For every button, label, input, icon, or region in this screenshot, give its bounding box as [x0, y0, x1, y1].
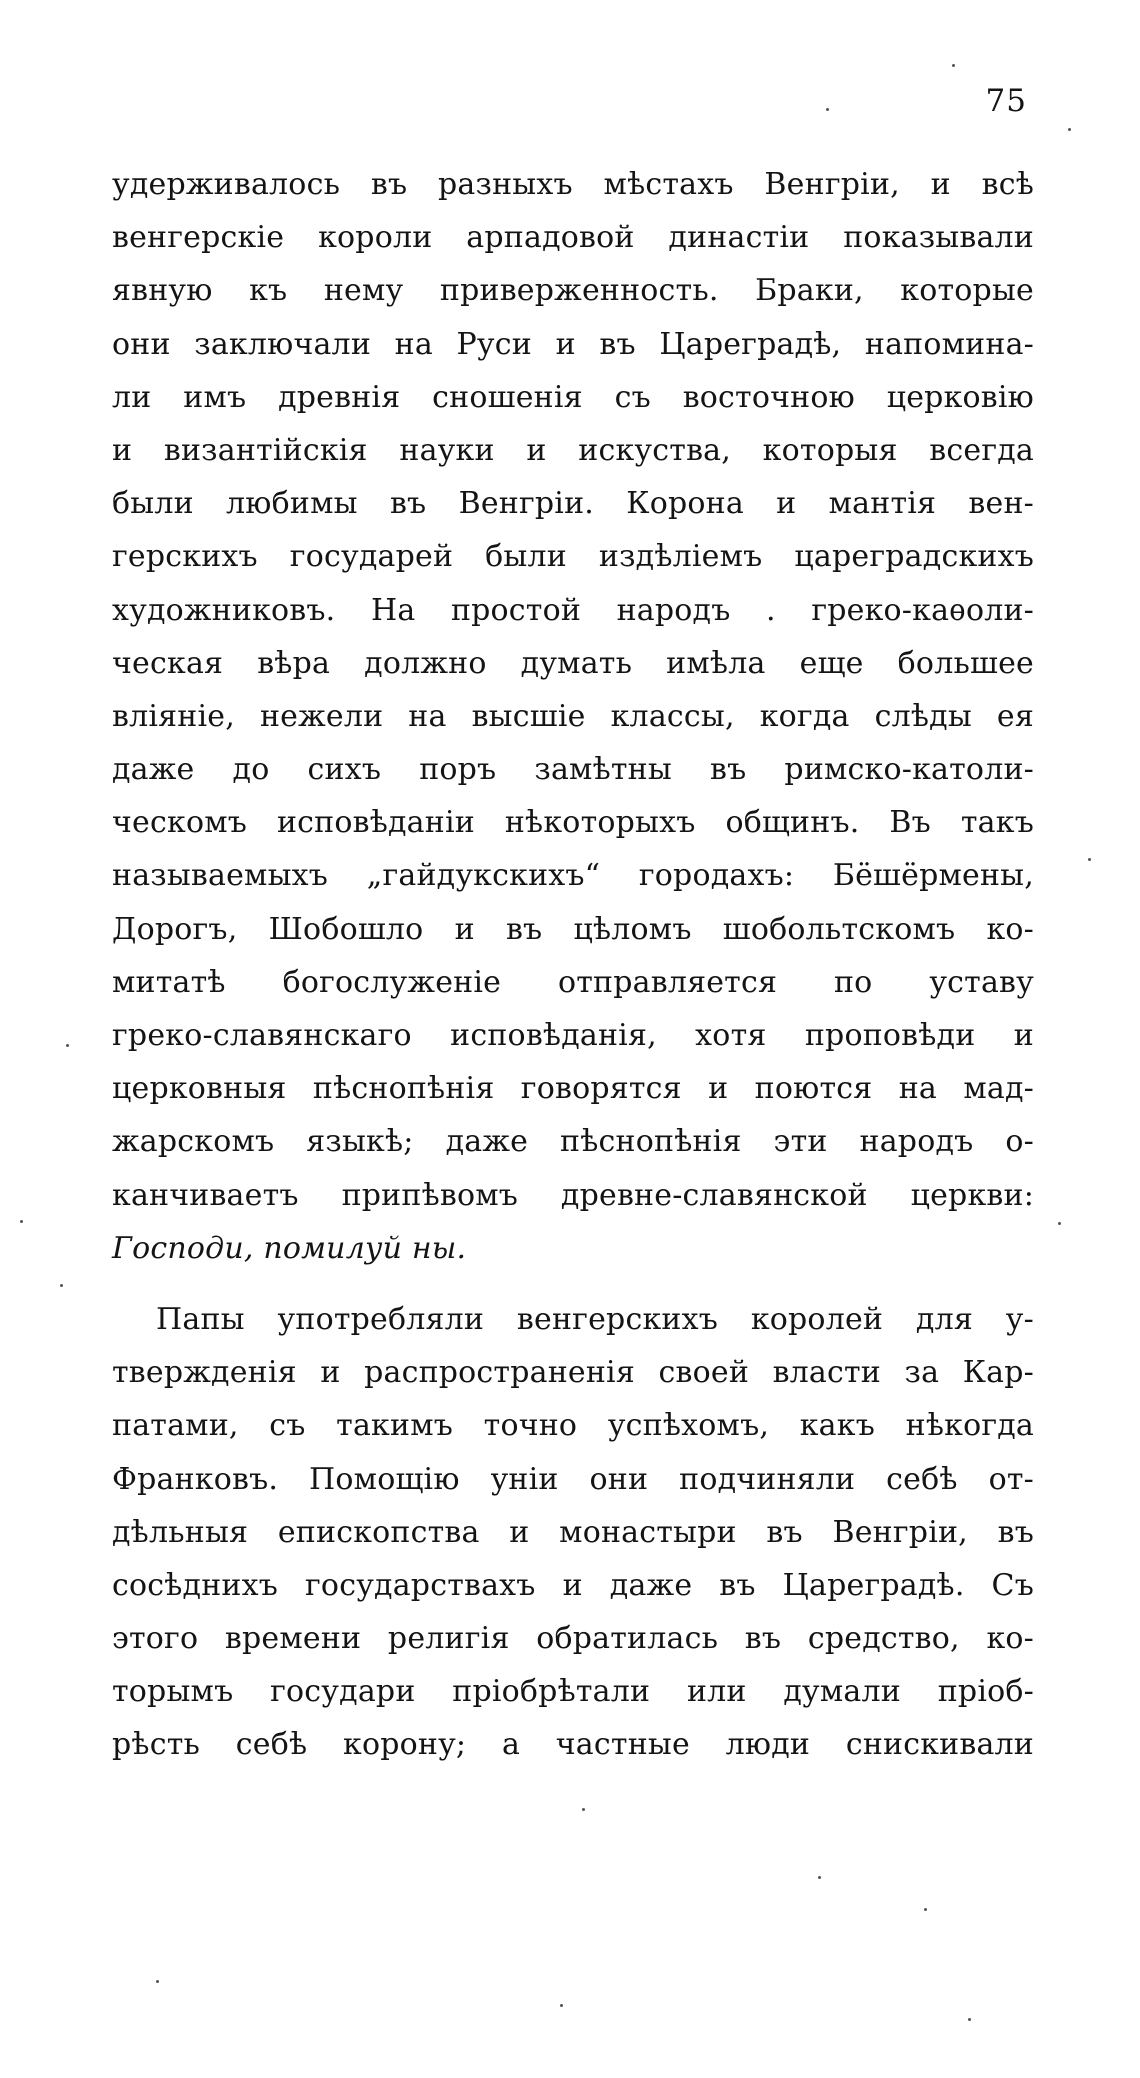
text-line: Франковъ. Помощію уніи они подчиняли себѣ от- — [112, 1461, 1034, 1497]
text-line: Дорогъ, Шобошло и въ цѣломъ шобольтскомъ ко- — [112, 911, 1034, 947]
text-line: церковныя пѣснопѣнія говорятся и поются на мад- — [112, 1071, 1034, 1107]
body-text — [112, 158, 1034, 1772]
page-number: 75 — [985, 83, 1027, 119]
text-line: торымъ государи пріобрѣтали или думали пріоб- — [112, 1674, 1034, 1710]
scan-speck — [1088, 858, 1091, 861]
text-line: ческая вѣра должно думать имѣла еще большее — [112, 645, 1034, 681]
text-line: греко-славянскаго исповѣданія, хотя проповѣди и — [112, 1018, 1034, 1053]
text-line: ческомъ исповѣданіи нѣкоторыхъ общинъ. Въ такъ — [112, 805, 1034, 841]
text-line: дѣльныя епископства и монастыри въ Венгріи, въ — [112, 1514, 1034, 1550]
text-line: этого времени религія обратилась въ средство, ко- — [112, 1621, 1034, 1657]
scan-speck — [924, 1908, 927, 1911]
scan-speck — [582, 1808, 585, 1811]
scan-speck — [20, 1220, 23, 1223]
text-line: сосѣднихъ государствахъ и даже въ Цареградѣ. Съ — [112, 1567, 1034, 1603]
text-line: явную къ нему приверженность. Браки, которые — [112, 273, 1034, 309]
scan-speck — [60, 1284, 63, 1287]
paragraph-gap — [112, 1275, 1034, 1293]
text-line: герскихъ государей были издѣліемъ цареградскихъ — [112, 539, 1034, 575]
italic-closing-phrase: Господи, помилуй ны. — [112, 1230, 467, 1266]
text-line: рѣсть себѣ корону; а частные люди снискивали — [112, 1727, 1034, 1763]
text-line: патами, съ такимъ точно успѣхомъ, какъ нѣкогда — [112, 1408, 1034, 1444]
scan-speck — [968, 2018, 971, 2021]
text-line: ли имъ древнія сношенія съ восточною церковію — [112, 379, 1034, 415]
text-line: митатѣ богослуженіе отправляется по уставу — [112, 964, 1034, 1000]
scan-speck — [66, 1044, 69, 1047]
paragraph-2 — [112, 1293, 1034, 1772]
text-line: называемыхъ „гайдукскихъ“ городахъ: Бёшёрмены, — [112, 858, 1034, 894]
text-line — [112, 1222, 1034, 1275]
text-line: они заключали на Руси и въ Цареградѣ, напомина- — [112, 326, 1034, 362]
text-line: даже до сихъ поръ замѣтны въ римско-католи- — [112, 752, 1034, 788]
text-line: жарскомъ языкѣ; даже пѣснопѣнія эти народъ о- — [112, 1124, 1034, 1160]
scan-speck — [1058, 1222, 1061, 1225]
text-line: были любимы въ Венгріи. Корона и мантія вен- — [112, 486, 1034, 522]
scan-speck — [1068, 128, 1071, 131]
text-line: Папы употребляли венгерскихъ королей для у- — [156, 1301, 1034, 1337]
scan-speck — [826, 108, 829, 111]
text-line: вліяніе, нежели на высшіе классы, когда слѣды ея — [112, 698, 1034, 734]
text-line: венгерскіе короли арпадовой династіи показывали — [112, 220, 1034, 256]
text-line: художниковъ. На простой народъ . греко-каѳоли- — [112, 592, 1034, 628]
scan-speck — [952, 64, 955, 67]
text-line: удерживалось въ разныхъ мѣстахъ Венгріи, и всѣ — [112, 167, 1034, 202]
text-line: канчиваетъ припѣвомъ древне-славянской церкви: — [112, 1177, 1034, 1213]
scan-speck — [560, 2004, 563, 2007]
paragraph-1 — [112, 158, 1034, 1275]
text-line: твержденія и распространенія своей власти за Кар- — [112, 1355, 1034, 1391]
scan-speck — [156, 1980, 159, 1983]
text-line: и византійскія науки и искуства, которыя всегда — [112, 432, 1034, 468]
scan-speck — [818, 1876, 821, 1879]
